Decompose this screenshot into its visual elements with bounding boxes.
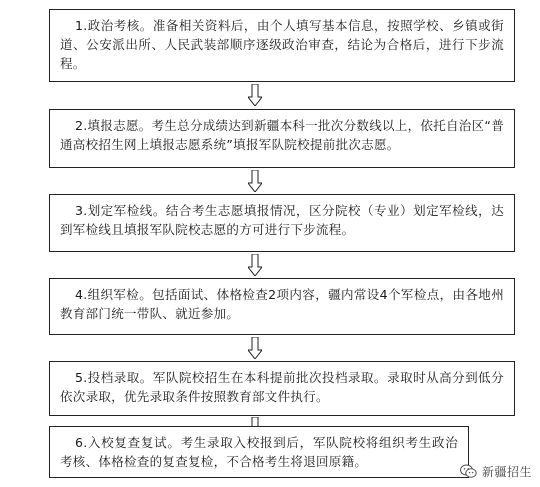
- step-4-box: [49, 278, 515, 335]
- step-6-text: 6.入校复查复试。考生录取入校报到后，军队院校将组织考生政治考核、体格检查的复查复检，不合格考生将退回原籍。: [60, 435, 458, 469]
- watermark-text: 新疆招生: [481, 465, 532, 479]
- down-arrow-icon: [248, 254, 262, 276]
- step-1-text: 1.政治考核。准备相关资料后，由个人填写基本信息，按照学校、乡镇或街道、公安派出所、人民武装部顺序逐级政治审查，结论为合格后，进行下步流程。: [60, 18, 504, 71]
- step-6-box: [49, 426, 469, 478]
- step-2-box: [49, 109, 515, 168]
- wechat-watermark: [460, 463, 532, 480]
- step-3-text: 3.划定军检线。结合考生志愿填报情况，区分院校（专业）划定军检线，达到军检线且填报军队院校志愿的方可进行下步流程。: [60, 203, 504, 237]
- down-arrow-icon: [248, 84, 262, 106]
- down-arrow-icon: [248, 337, 262, 359]
- step-5-text: 5.投档录取。军队院校招生在本科提前批次投档录取。录取时从高分到低分依次录取，优先录取条件按照教育部文件执行。: [60, 370, 504, 404]
- down-arrow-icon: [248, 170, 262, 192]
- step-1-box: [49, 9, 515, 82]
- step-2-text: 2.填报志愿。考生总分成绩达到新疆本科一批次分数线以上，依托自治区“普通高校招生网上填报志愿系统”填报军队院校提前批次志愿。: [60, 118, 504, 152]
- wechat-icon: [460, 464, 477, 479]
- step-3-box: [49, 194, 515, 252]
- step-5-box: [49, 361, 515, 416]
- step-4-text: 4.组织军检。包括面试、体格检查2项内容，疆内常设4个军检点，由各地州教育部门统一带队、就近参加。: [60, 287, 504, 321]
